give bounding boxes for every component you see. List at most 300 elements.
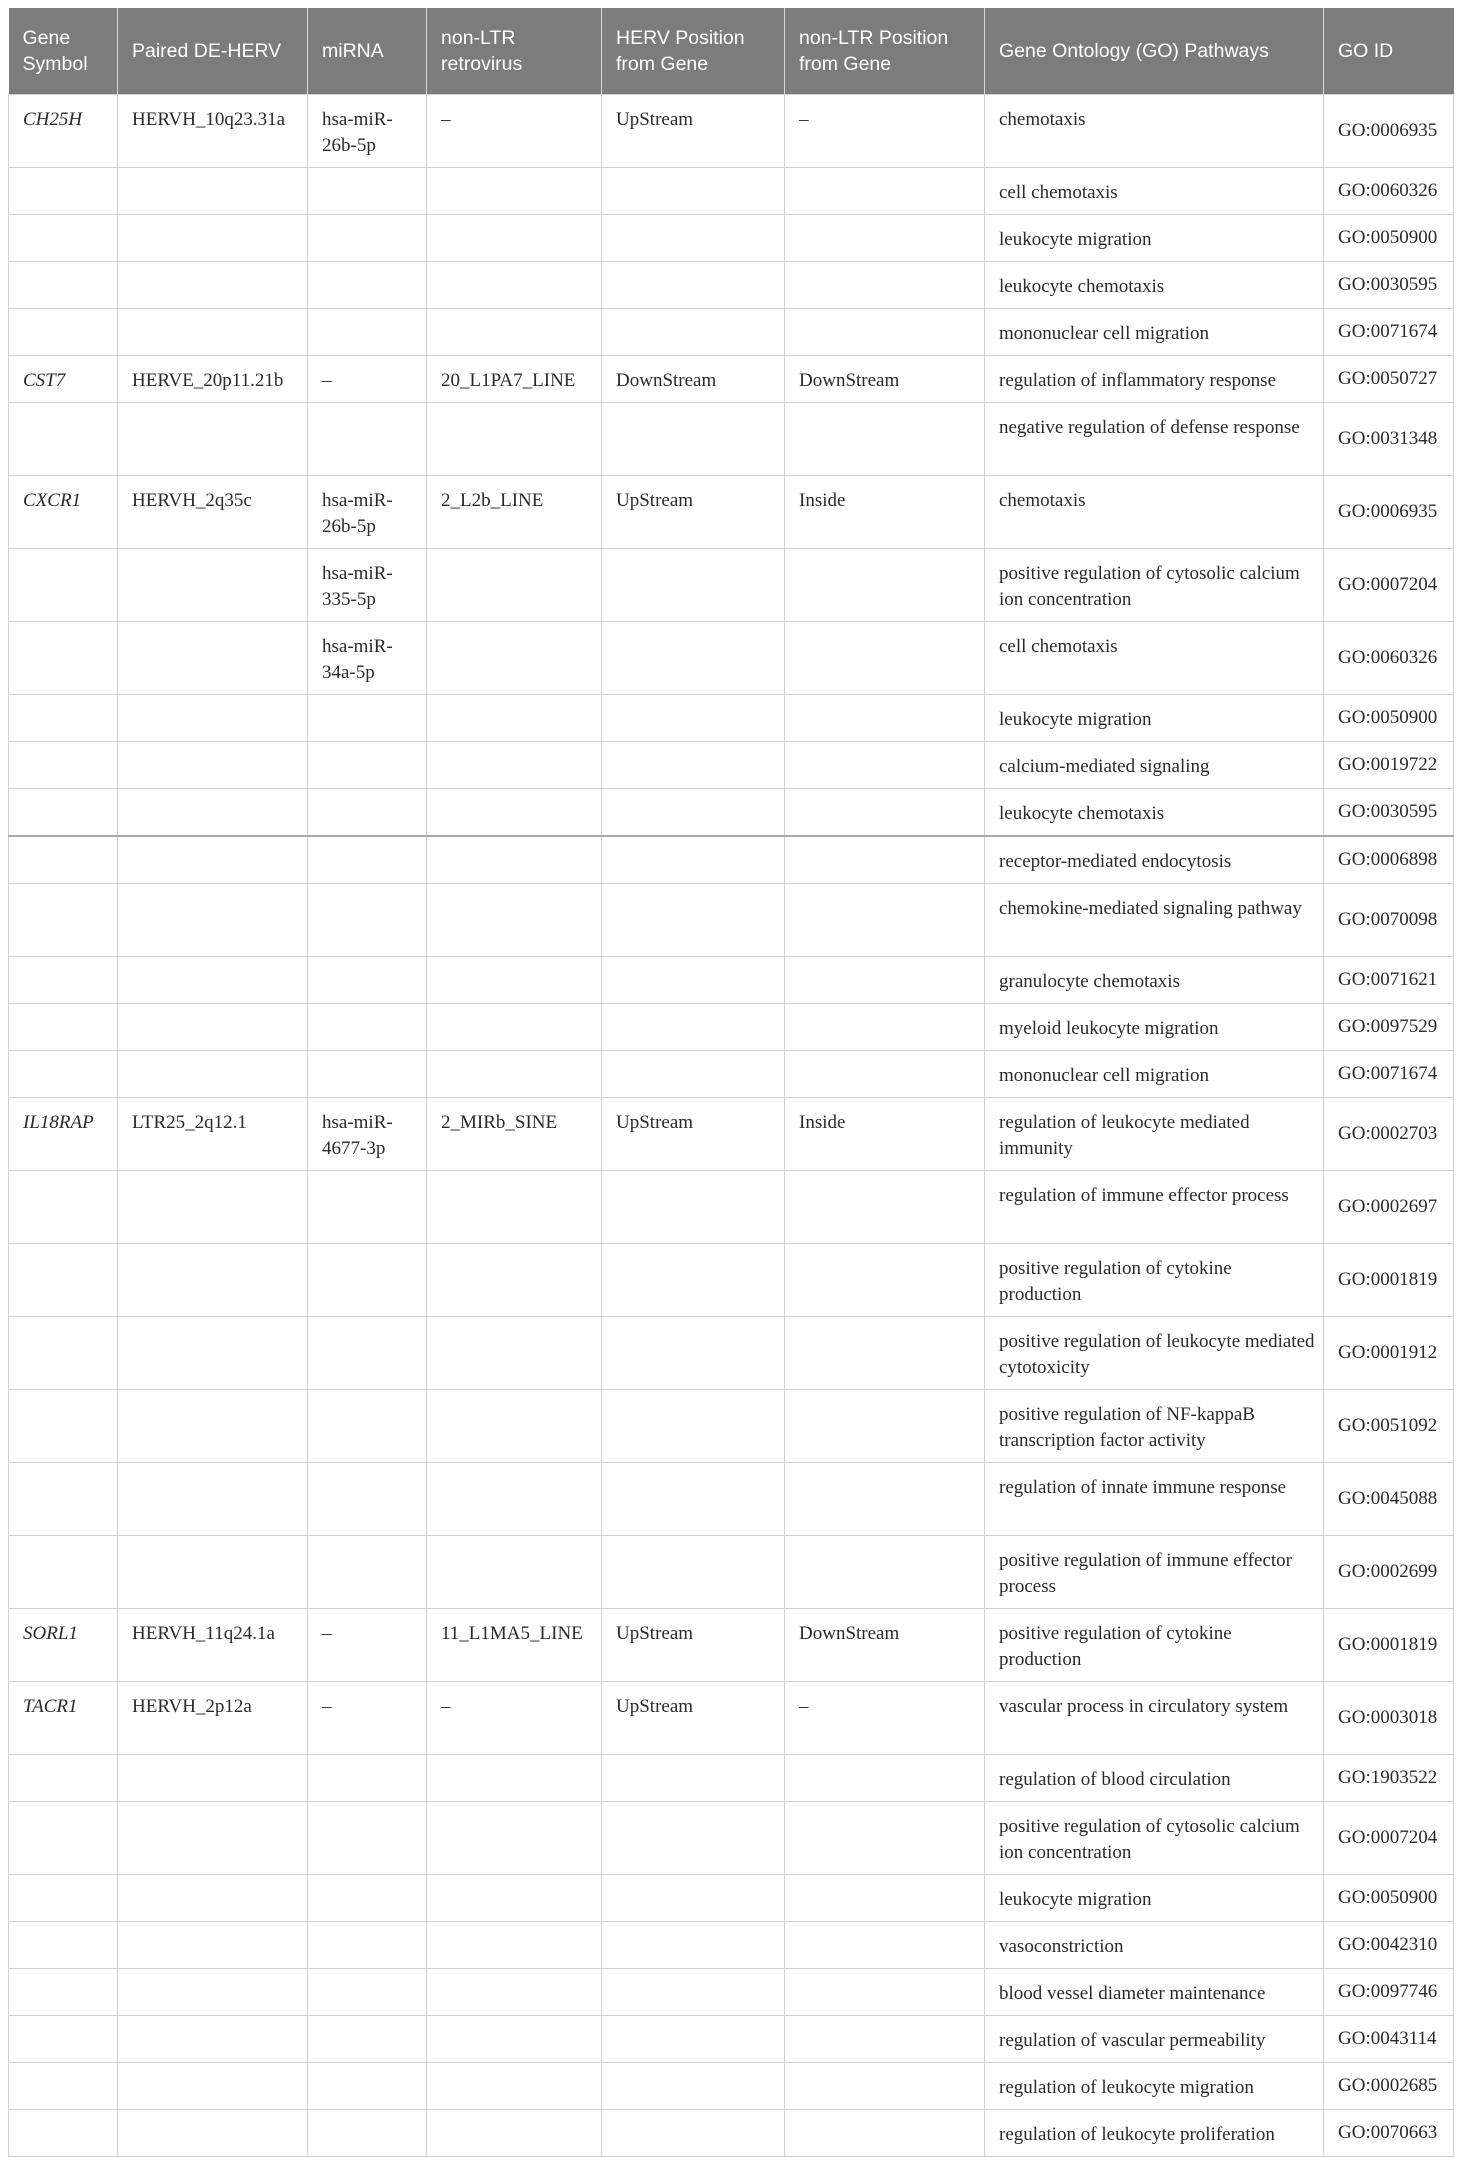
paired-herv-cell: [118, 1389, 308, 1462]
herv-position-cell: [602, 1170, 785, 1243]
go-pathway-cell: chemotaxis: [985, 475, 1324, 548]
herv-position-cell: [602, 1968, 785, 2015]
gene-symbol-cell: [9, 2062, 118, 2109]
mirna-cell: [308, 308, 427, 355]
gene-symbol-cell: [9, 1801, 118, 1874]
table-row: [9, 1243, 1454, 1316]
mirna-cell: –: [308, 1681, 427, 1754]
table-row: [9, 621, 1454, 694]
table-row: [9, 694, 1454, 741]
gene-symbol-cell: [9, 308, 118, 355]
mirna-cell: [308, 836, 427, 884]
go-id-cell: GO:0043114: [1324, 2015, 1454, 2062]
go-pathway-cell: cell chemotaxis: [985, 167, 1324, 214]
paired-herv-cell: [118, 621, 308, 694]
mirna-cell: [308, 1968, 427, 2015]
table-row: [9, 261, 1454, 308]
non-ltr-position-cell: [785, 1243, 985, 1316]
mirna-cell: [308, 1874, 427, 1921]
non-ltr-position-cell: –: [785, 94, 985, 167]
herv-position-cell: [602, 261, 785, 308]
paired-herv-cell: [118, 1316, 308, 1389]
herv-position-cell: [602, 402, 785, 475]
go-id-cell: GO:0019722: [1324, 741, 1454, 788]
go-pathway-cell: regulation of leukocyte proliferation: [985, 2109, 1324, 2156]
gene-symbol-cell: [9, 2109, 118, 2156]
go-pathway-cell: blood vessel diameter maintenance: [985, 1968, 1324, 2015]
paired-herv-cell: [118, 548, 308, 621]
paired-herv-cell: HERVE_20p11.21b: [118, 355, 308, 402]
herv-position-cell: [602, 836, 785, 884]
paired-herv-cell: [118, 1921, 308, 1968]
go-id-cell: GO:0002703: [1324, 1097, 1454, 1170]
header-gene-symbol: Gene Symbol: [9, 8, 118, 94]
paired-herv-cell: [118, 1462, 308, 1535]
non-ltr-cell: [427, 1243, 602, 1316]
go-id-cell: GO:0030595: [1324, 788, 1454, 836]
table-row: [9, 1921, 1454, 1968]
gene-symbol-cell: [9, 167, 118, 214]
go-pathway-cell: regulation of blood circulation: [985, 1754, 1324, 1801]
gene-symbol-cell: [9, 548, 118, 621]
go-id-cell: GO:0001819: [1324, 1608, 1454, 1681]
table-row: [9, 1874, 1454, 1921]
gene-symbol-cell: [9, 1462, 118, 1535]
herv-position-cell: [602, 1535, 785, 1608]
go-id-cell: GO:0031348: [1324, 402, 1454, 475]
go-id-cell: GO:0002699: [1324, 1535, 1454, 1608]
herv-position-cell: [602, 1462, 785, 1535]
herv-go-table: [8, 8, 1454, 2157]
go-pathway-cell: leukocyte migration: [985, 1874, 1324, 1921]
non-ltr-cell: [427, 1003, 602, 1050]
go-id-cell: GO:0006935: [1324, 475, 1454, 548]
non-ltr-position-cell: [785, 214, 985, 261]
go-pathway-cell: regulation of vascular permeability: [985, 2015, 1324, 2062]
table-row: [9, 475, 1454, 548]
non-ltr-cell: [427, 548, 602, 621]
gene-symbol-cell: TACR1: [9, 1681, 118, 1754]
herv-position-cell: UpStream: [602, 94, 785, 167]
herv-position-cell: [602, 1801, 785, 1874]
table-row: [9, 883, 1454, 956]
herv-position-cell: [602, 214, 785, 261]
non-ltr-cell: [427, 2109, 602, 2156]
herv-position-cell: [602, 788, 785, 836]
non-ltr-position-cell: [785, 308, 985, 355]
mirna-cell: [308, 956, 427, 1003]
gene-symbol-cell: [9, 1754, 118, 1801]
go-pathway-cell: regulation of leukocyte migration: [985, 2062, 1324, 2109]
gene-symbol-cell: CXCR1: [9, 475, 118, 548]
header-non-ltr-retrovirus: non-LTR retrovirus: [427, 8, 602, 94]
non-ltr-cell: [427, 883, 602, 956]
herv-position-cell: [602, 2015, 785, 2062]
mirna-cell: [308, 1921, 427, 1968]
go-pathway-cell: vasoconstriction: [985, 1921, 1324, 1968]
mirna-cell: [308, 1801, 427, 1874]
gene-symbol-cell: [9, 621, 118, 694]
non-ltr-cell: [427, 694, 602, 741]
header-row: [9, 8, 1454, 94]
non-ltr-position-cell: Inside: [785, 475, 985, 548]
table-row: [9, 1968, 1454, 2015]
non-ltr-position-cell: [785, 1316, 985, 1389]
herv-position-cell: [602, 1921, 785, 1968]
herv-position-cell: [602, 621, 785, 694]
paired-herv-cell: [118, 167, 308, 214]
gene-symbol-cell: [9, 1968, 118, 2015]
go-id-cell: GO:0042310: [1324, 1921, 1454, 1968]
mirna-cell: [308, 402, 427, 475]
gene-symbol-cell: [9, 1535, 118, 1608]
paired-herv-cell: HERVH_2p12a: [118, 1681, 308, 1754]
non-ltr-cell: [427, 836, 602, 884]
mirna-cell: [308, 1316, 427, 1389]
table-row: [9, 1003, 1454, 1050]
table-row: [9, 788, 1454, 836]
gene-symbol-cell: [9, 836, 118, 884]
mirna-cell: hsa-miR-335-5p: [308, 548, 427, 621]
gene-symbol-cell: [9, 2015, 118, 2062]
mirna-cell: [308, 1170, 427, 1243]
go-id-cell: GO:1903522: [1324, 1754, 1454, 1801]
non-ltr-cell: [427, 1389, 602, 1462]
mirna-cell: [308, 2109, 427, 2156]
herv-position-cell: [602, 1050, 785, 1097]
non-ltr-position-cell: [785, 548, 985, 621]
non-ltr-position-cell: [785, 694, 985, 741]
gene-symbol-cell: [9, 956, 118, 1003]
herv-position-cell: [602, 1874, 785, 1921]
mirna-cell: [308, 167, 427, 214]
herv-position-cell: [602, 1754, 785, 1801]
paired-herv-cell: [118, 2015, 308, 2062]
gene-symbol-cell: [9, 1050, 118, 1097]
mirna-cell: hsa-miR-4677-3p: [308, 1097, 427, 1170]
paired-herv-cell: [118, 1968, 308, 2015]
paired-herv-cell: [118, 1243, 308, 1316]
paired-herv-cell: HERVH_11q24.1a: [118, 1608, 308, 1681]
mirna-cell: [308, 2015, 427, 2062]
herv-position-cell: [602, 167, 785, 214]
herv-position-cell: [602, 308, 785, 355]
paired-herv-cell: [118, 1801, 308, 1874]
table-row: [9, 214, 1454, 261]
non-ltr-position-cell: [785, 1801, 985, 1874]
go-pathway-cell: positive regulation of cytokine production: [985, 1608, 1324, 1681]
gene-symbol-cell: [9, 1316, 118, 1389]
gene-symbol-cell: [9, 402, 118, 475]
non-ltr-position-cell: [785, 956, 985, 1003]
go-pathway-cell: vascular process in circulatory system: [985, 1681, 1324, 1754]
go-id-cell: GO:0007204: [1324, 1801, 1454, 1874]
gene-symbol-cell: [9, 741, 118, 788]
non-ltr-position-cell: [785, 1535, 985, 1608]
non-ltr-position-cell: [785, 2015, 985, 2062]
table-row: [9, 836, 1454, 884]
table-row: [9, 1462, 1454, 1535]
go-id-cell: GO:0097746: [1324, 1968, 1454, 2015]
herv-position-cell: [602, 741, 785, 788]
non-ltr-position-cell: Inside: [785, 1097, 985, 1170]
mirna-cell: hsa-miR-34a-5p: [308, 621, 427, 694]
non-ltr-position-cell: DownStream: [785, 1608, 985, 1681]
go-id-cell: GO:0050900: [1324, 1874, 1454, 1921]
table-row: [9, 167, 1454, 214]
go-pathway-cell: chemotaxis: [985, 94, 1324, 167]
non-ltr-position-cell: [785, 167, 985, 214]
non-ltr-cell: [427, 214, 602, 261]
mirna-cell: [308, 1535, 427, 1608]
non-ltr-position-cell: [785, 402, 985, 475]
go-id-cell: GO:0070098: [1324, 883, 1454, 956]
mirna-cell: [308, 261, 427, 308]
go-id-cell: GO:0006935: [1324, 94, 1454, 167]
header-paired-de-herv: Paired DE-HERV: [118, 8, 308, 94]
non-ltr-cell: [427, 956, 602, 1003]
table-row: [9, 1754, 1454, 1801]
non-ltr-cell: 11_L1MA5_LINE: [427, 1608, 602, 1681]
go-id-cell: GO:0050900: [1324, 214, 1454, 261]
table-row: [9, 1389, 1454, 1462]
table-row: [9, 2062, 1454, 2109]
non-ltr-cell: [427, 621, 602, 694]
go-pathway-cell: chemokine-mediated signaling pathway: [985, 883, 1324, 956]
non-ltr-position-cell: –: [785, 1681, 985, 1754]
gene-symbol-cell: [9, 788, 118, 836]
non-ltr-position-cell: [785, 2109, 985, 2156]
non-ltr-cell: 20_L1PA7_LINE: [427, 355, 602, 402]
header-go-id: GO ID: [1324, 8, 1454, 94]
table-row: [9, 1681, 1454, 1754]
mirna-cell: [308, 741, 427, 788]
mirna-cell: –: [308, 355, 427, 402]
go-pathway-cell: positive regulation of cytosolic calcium ion concentration: [985, 548, 1324, 621]
table-row: [9, 1097, 1454, 1170]
gene-symbol-cell: SORL1: [9, 1608, 118, 1681]
non-ltr-position-cell: [785, 1050, 985, 1097]
herv-position-cell: [602, 1389, 785, 1462]
paired-herv-cell: [118, 788, 308, 836]
paired-herv-cell: [118, 741, 308, 788]
table-body: [9, 94, 1454, 2156]
herv-position-cell: [602, 548, 785, 621]
non-ltr-position-cell: [785, 741, 985, 788]
table-row: [9, 1050, 1454, 1097]
table-row: [9, 2015, 1454, 2062]
herv-position-cell: DownStream: [602, 355, 785, 402]
herv-position-cell: [602, 2062, 785, 2109]
paired-herv-cell: HERVH_10q23.31a: [118, 94, 308, 167]
table-row: [9, 1535, 1454, 1608]
go-id-cell: GO:0001912: [1324, 1316, 1454, 1389]
go-pathway-cell: leukocyte chemotaxis: [985, 261, 1324, 308]
herv-position-cell: [602, 883, 785, 956]
mirna-cell: [308, 1243, 427, 1316]
non-ltr-cell: [427, 1968, 602, 2015]
non-ltr-cell: [427, 167, 602, 214]
non-ltr-position-cell: [785, 1874, 985, 1921]
non-ltr-cell: [427, 1754, 602, 1801]
mirna-cell: [308, 694, 427, 741]
go-id-cell: GO:0045088: [1324, 1462, 1454, 1535]
go-pathway-cell: positive regulation of cytokine production: [985, 1243, 1324, 1316]
non-ltr-position-cell: [785, 1754, 985, 1801]
table-row: [9, 548, 1454, 621]
table-row: [9, 1170, 1454, 1243]
non-ltr-position-cell: [785, 1003, 985, 1050]
herv-position-cell: [602, 1316, 785, 1389]
paired-herv-cell: [118, 308, 308, 355]
go-pathway-cell: positive regulation of immune effector process: [985, 1535, 1324, 1608]
go-id-cell: GO:0051092: [1324, 1389, 1454, 1462]
herv-position-cell: [602, 694, 785, 741]
paired-herv-cell: [118, 214, 308, 261]
non-ltr-cell: [427, 1316, 602, 1389]
gene-symbol-cell: [9, 1874, 118, 1921]
non-ltr-cell: [427, 1874, 602, 1921]
paired-herv-cell: [118, 1003, 308, 1050]
non-ltr-cell: 2_L2b_LINE: [427, 475, 602, 548]
go-id-cell: GO:0050727: [1324, 355, 1454, 402]
mirna-cell: –: [308, 1608, 427, 1681]
gene-symbol-cell: [9, 1389, 118, 1462]
table-row: [9, 308, 1454, 355]
go-pathway-cell: receptor-mediated endocytosis: [985, 836, 1324, 884]
non-ltr-cell: [427, 261, 602, 308]
mirna-cell: [308, 1050, 427, 1097]
non-ltr-position-cell: [785, 621, 985, 694]
table-row: [9, 355, 1454, 402]
paired-herv-cell: [118, 956, 308, 1003]
paired-herv-cell: [118, 402, 308, 475]
herv-position-cell: [602, 2109, 785, 2156]
go-pathway-cell: mononuclear cell migration: [985, 308, 1324, 355]
go-id-cell: GO:0002697: [1324, 1170, 1454, 1243]
herv-position-cell: UpStream: [602, 1608, 785, 1681]
table-row: [9, 2109, 1454, 2156]
mirna-cell: [308, 883, 427, 956]
mirna-cell: [308, 1003, 427, 1050]
table-row: [9, 956, 1454, 1003]
go-id-cell: GO:0001819: [1324, 1243, 1454, 1316]
paired-herv-cell: [118, 1170, 308, 1243]
table-header: [9, 8, 1454, 94]
non-ltr-position-cell: [785, 1921, 985, 1968]
herv-position-cell: [602, 1003, 785, 1050]
go-pathway-cell: leukocyte migration: [985, 694, 1324, 741]
paired-herv-cell: [118, 1535, 308, 1608]
non-ltr-position-cell: [785, 1389, 985, 1462]
non-ltr-position-cell: [785, 1968, 985, 2015]
paired-herv-cell: [118, 2109, 308, 2156]
herv-position-cell: [602, 1243, 785, 1316]
go-pathway-cell: positive regulation of cytosolic calcium ion concentration: [985, 1801, 1324, 1874]
non-ltr-cell: [427, 1801, 602, 1874]
herv-position-cell: UpStream: [602, 475, 785, 548]
go-id-cell: GO:0050900: [1324, 694, 1454, 741]
go-id-cell: GO:0060326: [1324, 621, 1454, 694]
go-pathway-cell: positive regulation of NF-kappaB transcription factor activity: [985, 1389, 1324, 1462]
go-pathway-cell: calcium-mediated signaling: [985, 741, 1324, 788]
paired-herv-cell: [118, 883, 308, 956]
mirna-cell: [308, 2062, 427, 2109]
header-go-pathways: Gene Ontology (GO) Pathways: [985, 8, 1324, 94]
header-herv-position: HERV Position from Gene: [602, 8, 785, 94]
header-non-ltr-position: non-LTR Position from Gene: [785, 8, 985, 94]
non-ltr-position-cell: [785, 883, 985, 956]
gene-symbol-cell: [9, 883, 118, 956]
gene-symbol-cell: CH25H: [9, 94, 118, 167]
go-pathway-cell: leukocyte migration: [985, 214, 1324, 261]
table-row: [9, 1608, 1454, 1681]
go-id-cell: GO:0030595: [1324, 261, 1454, 308]
paired-herv-cell: [118, 2062, 308, 2109]
go-pathway-cell: regulation of inflammatory response: [985, 355, 1324, 402]
non-ltr-cell: [427, 1050, 602, 1097]
gene-symbol-cell: IL18RAP: [9, 1097, 118, 1170]
go-id-cell: GO:0003018: [1324, 1681, 1454, 1754]
gene-symbol-cell: [9, 214, 118, 261]
mirna-cell: hsa-miR-26b-5p: [308, 94, 427, 167]
non-ltr-position-cell: [785, 836, 985, 884]
go-pathway-cell: negative regulation of defense response: [985, 402, 1324, 475]
table-row: [9, 741, 1454, 788]
go-pathway-cell: regulation of immune effector process: [985, 1170, 1324, 1243]
go-id-cell: GO:0002685: [1324, 2062, 1454, 2109]
table-row: [9, 1801, 1454, 1874]
paired-herv-cell: [118, 1754, 308, 1801]
paired-herv-cell: [118, 1874, 308, 1921]
non-ltr-cell: [427, 1921, 602, 1968]
table-row: [9, 94, 1454, 167]
go-id-cell: GO:0071674: [1324, 308, 1454, 355]
go-pathway-cell: regulation of innate immune response: [985, 1462, 1324, 1535]
gene-symbol-cell: [9, 261, 118, 308]
paired-herv-cell: [118, 1050, 308, 1097]
non-ltr-position-cell: DownStream: [785, 355, 985, 402]
non-ltr-position-cell: [785, 788, 985, 836]
go-pathway-cell: myeloid leukocyte migration: [985, 1003, 1324, 1050]
go-pathway-cell: mononuclear cell migration: [985, 1050, 1324, 1097]
go-id-cell: GO:0071621: [1324, 956, 1454, 1003]
go-pathway-cell: leukocyte chemotaxis: [985, 788, 1324, 836]
non-ltr-cell: [427, 788, 602, 836]
herv-position-cell: [602, 956, 785, 1003]
non-ltr-cell: [427, 1170, 602, 1243]
paired-herv-cell: [118, 836, 308, 884]
gene-symbol-cell: CST7: [9, 355, 118, 402]
herv-position-cell: UpStream: [602, 1681, 785, 1754]
paired-herv-cell: [118, 261, 308, 308]
mirna-cell: [308, 788, 427, 836]
non-ltr-cell: –: [427, 1681, 602, 1754]
non-ltr-cell: [427, 402, 602, 475]
mirna-cell: [308, 214, 427, 261]
non-ltr-cell: [427, 1535, 602, 1608]
gene-symbol-cell: [9, 1170, 118, 1243]
mirna-cell: [308, 1462, 427, 1535]
go-pathway-cell: positive regulation of leukocyte mediated cytotoxicity: [985, 1316, 1324, 1389]
go-id-cell: GO:0097529: [1324, 1003, 1454, 1050]
go-pathway-cell: cell chemotaxis: [985, 621, 1324, 694]
go-pathway-cell: regulation of leukocyte mediated immunity: [985, 1097, 1324, 1170]
non-ltr-cell: [427, 2015, 602, 2062]
non-ltr-position-cell: [785, 261, 985, 308]
mirna-cell: [308, 1754, 427, 1801]
non-ltr-position-cell: [785, 2062, 985, 2109]
